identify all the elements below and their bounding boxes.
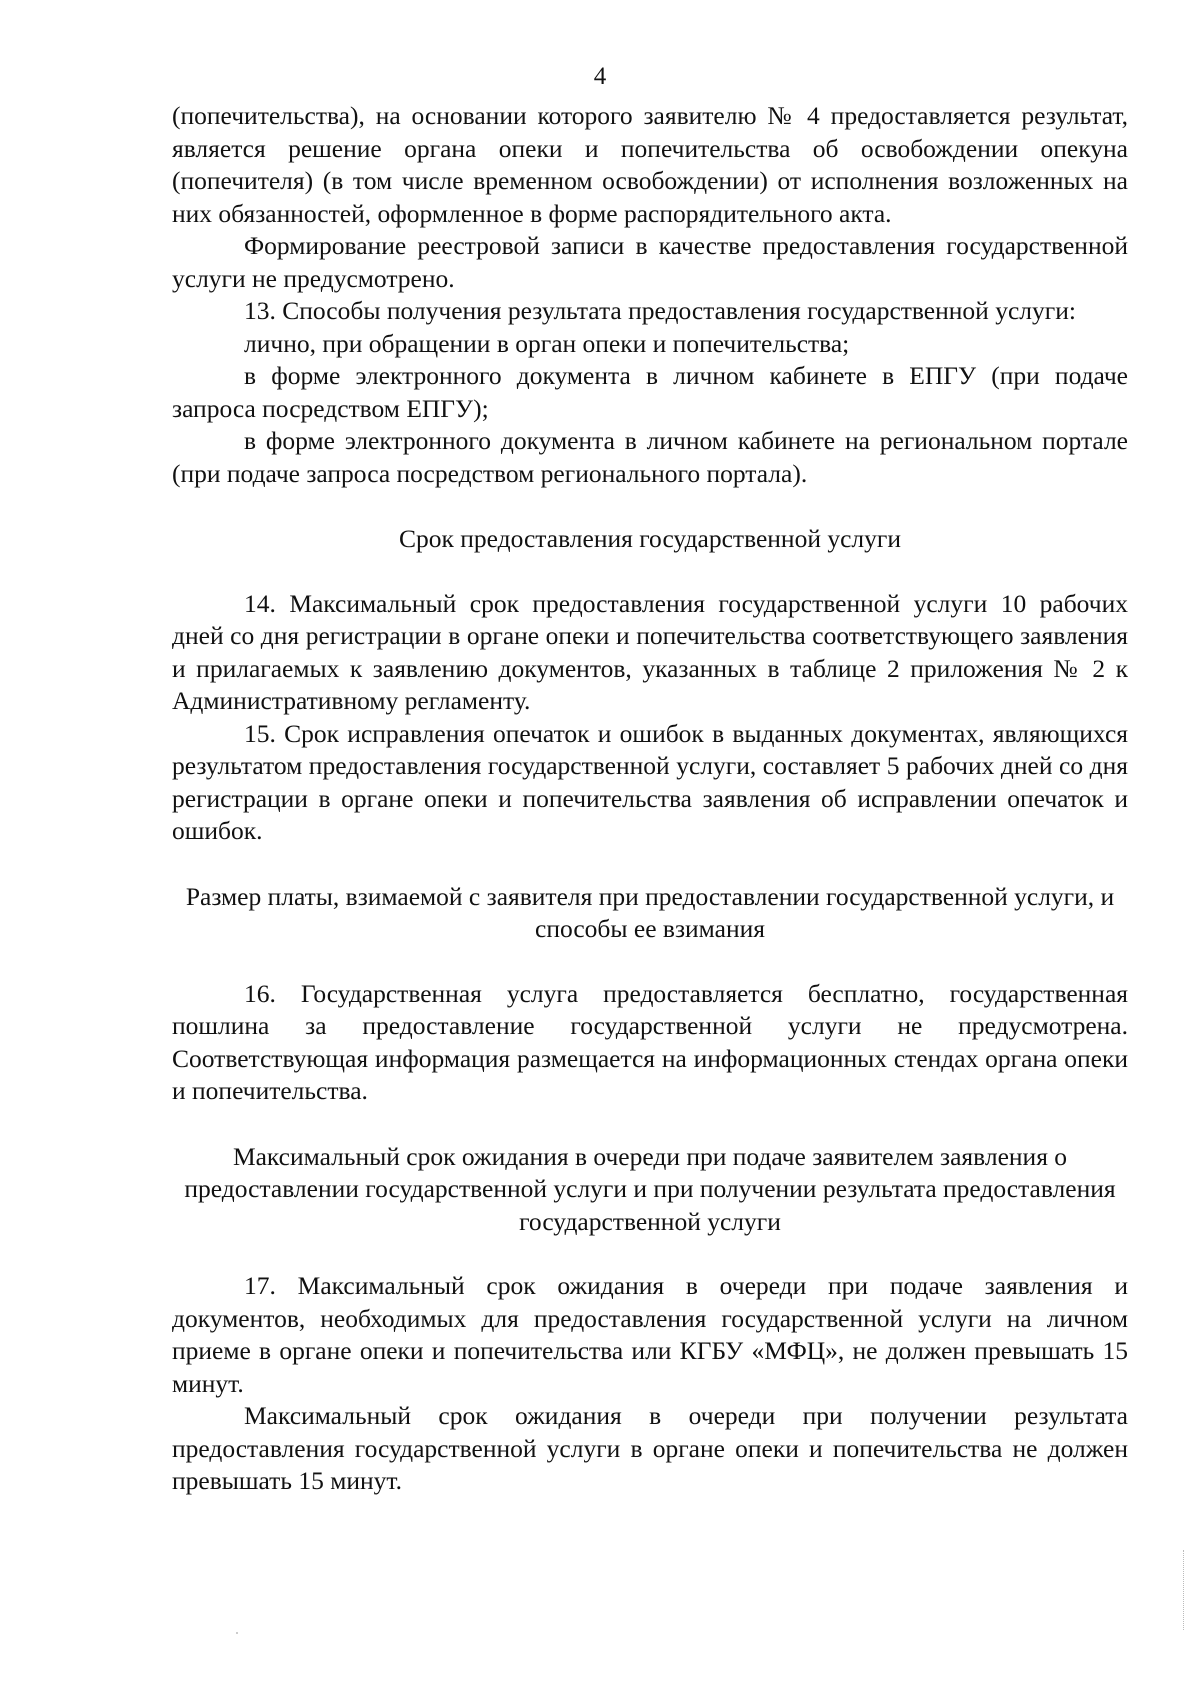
paragraph-13-result-methods: 13. Способы получения результата предоставления государственной услуги: bbox=[244, 296, 1076, 325]
scan-speck bbox=[236, 1632, 238, 1634]
section-heading-service-term: Срок предоставления государственной услуги bbox=[398, 524, 901, 553]
paragraph-method-regional-portal: в форме электронного документа в личном кабинете на региональном портале (при подаче запроса посредством регионального портала). bbox=[172, 426, 1128, 488]
paragraph-guardianship-result: (попечительства), на основании которого заявителю № 4 предоставляется результат, является решение органа опеки и попечительства об освобождении опекуна (попечителя) (в том числе временном освобождении) от исполнения возложенных на них обязанностей, оформленное в форме распорядительного акта. bbox=[172, 101, 1128, 228]
paragraph-registry-record: Формирование реестровой записи в качестве предоставления государственной услуги не предусмотрено. bbox=[172, 231, 1128, 293]
section-heading-queue-time: Максимальный срок ожидания в очереди при подаче заявителем заявления о предоставлении государственной услуги и при получении результата предоставления государственной услуги bbox=[184, 1141, 1116, 1236]
paragraph-queue-result: Максимальный срок ожидания в очереди при получении результата предоставления государственной услуги в органе опеки и попечительства не должен превышать 15 минут. bbox=[172, 1401, 1128, 1495]
paragraph-17-queue-submission: 17. Максимальный срок ожидания в очереди при подаче заявления и документов, необходимых для предоставления государственной услуги на личном приеме в органе опеки и попечительства или КГБУ «МФЦ», не должен превышать 15 минут. bbox=[172, 1271, 1128, 1398]
page-number: 4 bbox=[593, 63, 607, 90]
section-heading-fee: Размер платы, взимаемой с заявителя при предоставлении государственной услуги, и способы ее взимания bbox=[185, 881, 1115, 943]
document-body bbox=[172, 100, 1128, 1498]
scan-edge-mark bbox=[1183, 1550, 1186, 1630]
paragraph-method-epgu: в форме электронного документа в личном кабинете в ЕПГУ (при подаче запроса посредством ЕПГУ); bbox=[172, 361, 1128, 423]
paragraph-method-in-person: лично, при обращении в орган опеки и попечительства; bbox=[244, 328, 850, 358]
paragraph-16-free-service: 16. Государственная услуга предоставляется бесплатно, государственная пошлина за предоставление государственной услуги не предусмотрена. Соответствующая информация размещается на информационных стендах органа опеки и попечительства. bbox=[172, 978, 1128, 1105]
paragraph-15-corrections-term: 15. Срок исправления опечаток и ошибок в выданных документах, являющихся результатом предоставления государственной услуги, составляет 5 рабочих дней со дня регистрации в органе опеки и попечительства заявления об исправлении опечаток и ошибок. bbox=[172, 718, 1128, 845]
paragraph-14-max-term: 14. Максимальный срок предоставления государственной услуги 10 рабочих дней со дня регистрации в органе опеки и попечительства соответствующего заявления и прилагаемых к заявлению документов, указанных в таблице 2 приложения № 2 к Административному регламенту. bbox=[172, 588, 1128, 715]
